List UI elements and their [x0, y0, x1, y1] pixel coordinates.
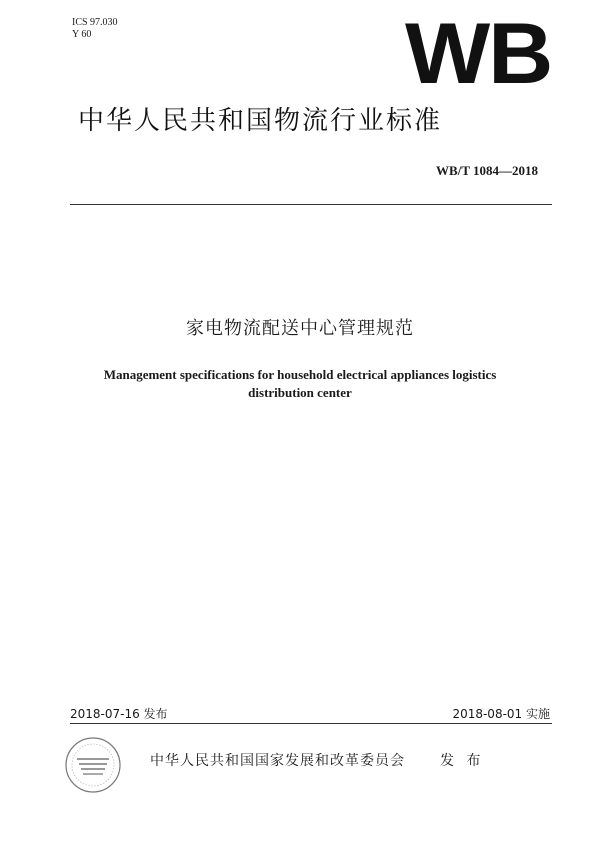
issuing-authority: 中华人民共和国国家发展和改革委员会: [150, 753, 405, 769]
ics-code: ICS 97.030: [72, 17, 118, 28]
issue-date: 2018-07-16 发布: [70, 707, 168, 721]
standard-number: WB/T 1084—2018: [436, 163, 538, 178]
issue-label: 发 布: [440, 753, 485, 769]
english-title-line-1: Management specifications for household electrical appliances logistics: [103, 367, 497, 382]
seal-stamp-icon: [64, 736, 122, 794]
wb-logo: WB: [405, 6, 552, 102]
english-title-line-2: distribution center: [248, 385, 352, 400]
document-title-english: [80, 366, 520, 402]
standard-title: 中华人民共和国物流行业标准: [78, 106, 443, 136]
document-title-chinese: 家电物流配送中心管理规范: [186, 318, 414, 339]
implementation-date: 2018-08-01 实施: [452, 707, 550, 721]
classification-code: Y 60: [72, 29, 92, 40]
bottom-divider: [70, 723, 552, 724]
top-divider: [70, 204, 552, 205]
